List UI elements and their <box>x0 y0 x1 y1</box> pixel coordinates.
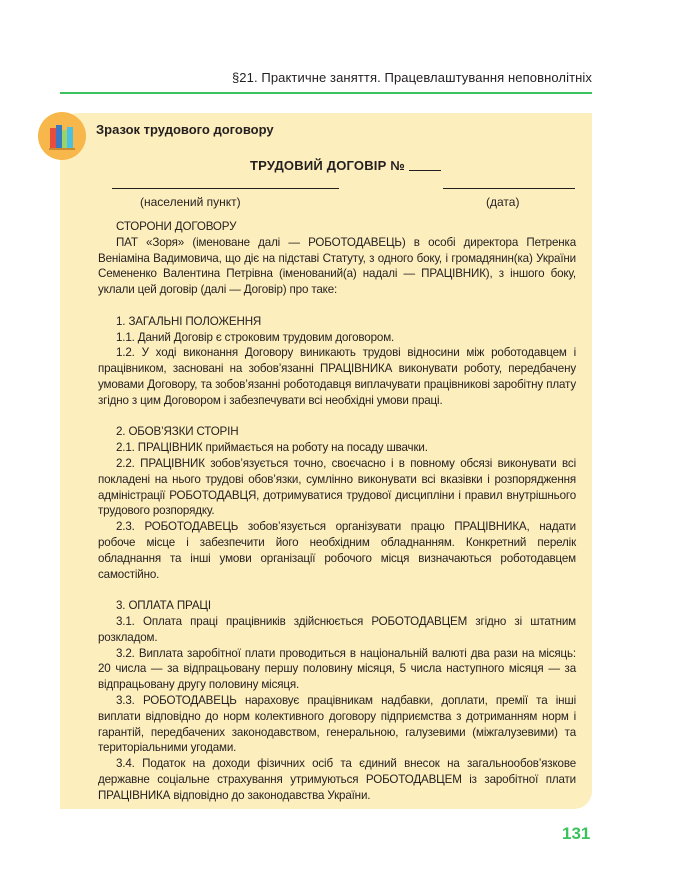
document-title <box>250 158 441 173</box>
number-blank <box>409 170 441 171</box>
document-title-text: ТРУДОВИЙ ДОГОВІР № <box>250 158 405 173</box>
contract-paragraph: 3.2. Виплата заробітної плати проводиться в національній валюті два рази на місяць: 20 числа — за відпрацьовану першу половину місяця, 5 числа наступного місяця — за відпрацьовану другу половину місяця. <box>98 646 576 692</box>
date-blank-line <box>443 188 575 189</box>
running-header: §21. Практичне заняття. Працевлаштування неповнолітніх <box>231 70 592 85</box>
contract-paragraph: 1.2. У ході виконання Договору виникають трудові відносини між роботодавцем і працівником, засновані на зобов’язанні ПРАЦІВНИКА виконувати роботу, передбачену умовами Договору, та зобов’язанні роботодавця виплачувати працівникові заробітну плату згідно з цим Договором і забезпечувати всі необхідні умови праці. <box>98 346 576 407</box>
panel-title: Зразок трудового договору <box>96 122 274 137</box>
section-heading: СТОРОНИ ДОГОВОРУ <box>116 220 237 233</box>
contract-paragraph: 1.1. Даний Договір є строковим трудовим договором. <box>116 330 395 344</box>
section-heading: 2. ОБОВ’ЯЗКИ СТОРІН <box>116 425 239 439</box>
contract-paragraph: 2.2. ПРАЦІВНИК зобов’язується точно, своєчасно і в повному обсязі виконувати всі покладені на нього трудові обов’язки, сумлінно виконувати всі вказівки і розпорядження адміністрації РОБОТОДАВЦЯ, дотримуватися трудової дисципліни і правил внутрішнього трудового розпорядку. <box>98 456 576 518</box>
section-heading: 3. ОПЛАТА ПРАЦІ <box>116 599 211 613</box>
contract-paragraph: ПАТ «Зоря» (іменоване далі — РОБОТОДАВЕЦЬ) в особі директора Петренка Веніаміна Вадимовича, що діє на підставі Статуту, з одного боку, і громадянин(ка) України Семененко Валентина Петрівна (іменований(а) надалі — ПРАЦІВНИК), з іншого боку, уклали цей договір (далі — Договір) про таке: <box>98 235 576 297</box>
contract-paragraph: 3.4. Податок на доходи фізичних осіб та єдиний внесок на загальнообов’язкове державне соціальне страхування утримуються РОБОТОДАВЦЕМ із заробітної плати ПРАЦІВНИКА відповідно до законодавства України. <box>98 757 576 802</box>
contract-paragraph: 3.1. Оплата праці працівників здійснюється РОБОТОДАВЦЕМ згідно зі штатним розкладом. <box>98 614 576 644</box>
date-caption: (дата) <box>486 195 520 209</box>
contract-paragraph: 3.3. РОБОТОДАВЕЦЬ нараховує працівникам надбавки, доплати, премії та інші виплати відповідно до норм колективного договору підприємства з дотриманням норм і гарантій, передбачених законодавством, генеральною, галузевими (міжгалузевими) та територіальними угодами. <box>98 693 576 755</box>
books-icon <box>38 112 86 160</box>
section-heading: 1. ЗАГАЛЬНІ ПОЛОЖЕННЯ <box>116 314 262 328</box>
contract-paragraph: 2.1. ПРАЦІВНИК приймається на роботу на посаду швачки. <box>116 441 428 455</box>
place-caption: (населений пункт) <box>140 195 241 209</box>
contract-paragraph: 2.3. РОБОТОДАВЕЦЬ зобов’язується організувати працю ПРАЦІВНИКА, надати робоче місце і забезпечити його необхідним обладнанням. Конкретний перелік обладнання та інші умови організації робочого місця визначаються роботодавцем самостійно. <box>98 520 576 581</box>
page-header <box>60 68 592 94</box>
place-blank-line <box>112 188 339 189</box>
contract-body <box>98 219 576 803</box>
page-number: 131 <box>562 824 591 843</box>
